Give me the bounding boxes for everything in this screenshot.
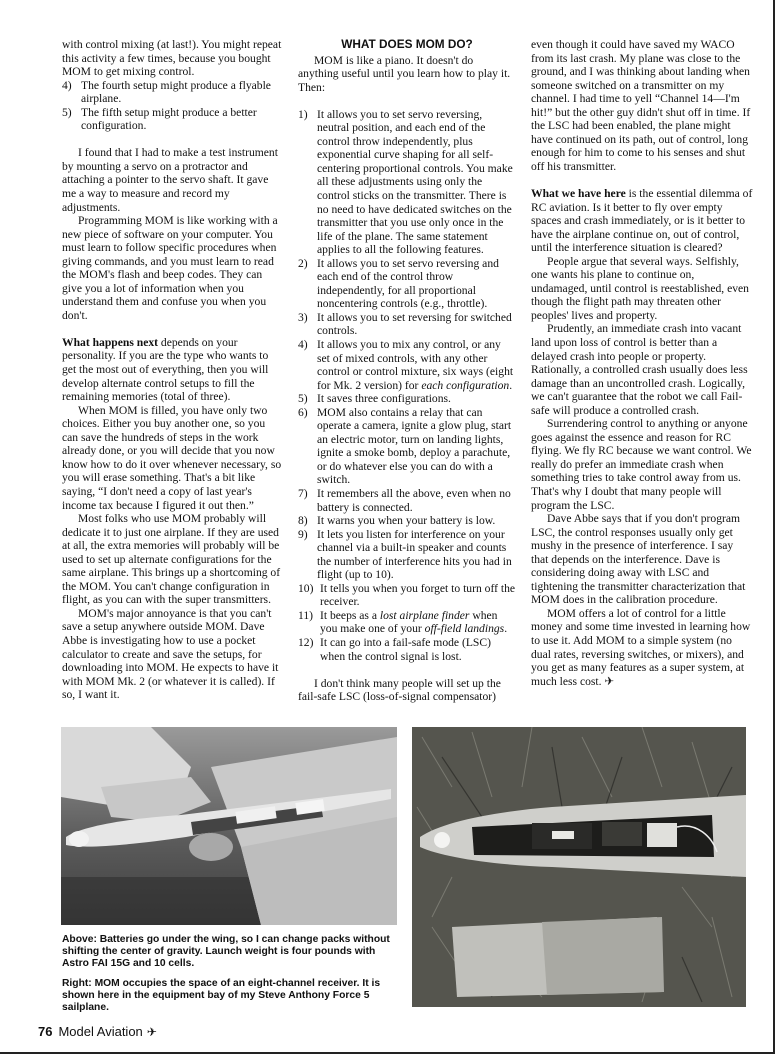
paragraph: I don't think many people will set up the fail-safe LSC (loss-of-signal compensator) [298, 676, 501, 704]
page-number: 76 [38, 1024, 53, 1039]
list-item: 3) It allows you to set reversing for switched controls. [298, 310, 512, 338]
list-item: 4) The fourth setup might produce a flyable airplane. [62, 78, 271, 106]
list-item: 2) It allows you to set servo reversing and each end of the control throw independently, for all proportional noncentering controls (e.g., throttle). [298, 256, 499, 311]
folio [38, 1024, 157, 1039]
column-1 [62, 38, 284, 702]
column-2 [298, 38, 516, 704]
paragraph: MOM is like a piano. It doesn't do anything useful until you learn how to play it. Then: [298, 53, 511, 94]
equipment-bay-illustration [412, 727, 746, 1007]
photo-caption-above: Above: Batteries go under the wing, so I can change packs without shifting the center of gravity. Launch weight is four pounds with Astro FAI 15G and 10 cells. [62, 934, 390, 970]
list-item: 5) It saves three configurations. [298, 392, 451, 406]
paragraph: Surrendering control to anything or anyone goes against the essence and reason for RC flying. We fly RC because we want control. We really do prefer an immediate crash when something tries to take control away from us. That's why I doubt that many people will program the LSC. [531, 417, 752, 512]
list-item: 1) It allows you to set servo reversing, neutral position, and each end of the control throw independently, plus exponential curve shaping for all self-centering proportional controls. You make all these adjustments using only the control sticks on the transmitter. There is no need to have dedicated switches on the transmitter that you use only once in the life of the plane. The same statement applies to all the following features. [298, 107, 513, 257]
paragraph: Most folks who use MOM probably will dedicate it to just one airplane. If they are used at all, the extra memories will probably will be used to set up alternate configurations for the same airplane. This brings up a shortcoming of the MOM. You can't change configuration in flight, as you can with the super transmitters. [62, 512, 281, 607]
paragraph: MOM offers a lot of control for a little money and some time invested in learning how to use it. Add MOM to a simple system (no dual rates, reversing switches, or mixers), and you get as many features as a super system, at much less cost. ✈ [531, 606, 751, 688]
list-item: 8) It warns you when your battery is low. [298, 514, 496, 528]
end-mark-icon: ✈ [604, 674, 615, 688]
paragraph: Programming MOM is like working with a new piece of software on your computer. You must learn to follow specific procedures when giving commands, and you must learn to read the MOM's flash and beep codes. They can give you a lot of information when you understand them and confuse you when you don't. [62, 214, 278, 322]
lead-in: What we have here [531, 186, 626, 200]
glider-wing-illustration [61, 727, 397, 925]
paragraph: Prudently, an immediate crash into vacant land upon loss of control is better than a delayed crash into people or property. Rationally, a controlled crash usually does less damage than an uncontrolled crash. Logically, we can't guarantee that the robot we call Fail-safe will produce a controlled crash. [531, 322, 748, 417]
paragraph: I found that I had to make a test instrument by mounting a servo on a protractor and attaching a pointer to the servo shaft. It gave me a way to measure and record my adjustments. [62, 146, 278, 214]
photo-caption-right: Right: MOM occupies the space of an eight-channel receiver. It is shown here in the equipment bay of my Steve Anthony Force 5 sailplane. [62, 978, 381, 1014]
list-item: 5) The fifth setup might produce a better configuration. [62, 105, 257, 133]
magazine-name: Model Aviation [58, 1024, 143, 1039]
lead-in: What happens next [62, 335, 158, 349]
photo-glider-wing [61, 727, 397, 925]
photo-equipment-bay [412, 727, 746, 1007]
paragraph: What we have here is the essential dilemma of RC aviation. Is it better to fly over empty spaces and crash immediately, or is it better to have the airplane continue on, out of control, until the interference situation is cleared? [531, 186, 753, 255]
column-3 [531, 38, 753, 688]
list-item: 4) It allows you to mix any control, or any set of mixed controls, with any other control or control mixture, six ways (eight for Mk. 2 version) for each configuration. [298, 337, 514, 392]
list-item: 11) It beeps as a lost airplane finder when you make one of your off-field landings. [298, 608, 508, 636]
paragraph: MOM's major annoyance is that you can't save a setup anywhere outside MOM. Dave Abbe is investigating how to use a pocket calculator to create and save the setups, for downloading into MOM. He expects to have it with MOM Mk. 2 (or whatever it is called). If so, I want it. [62, 606, 279, 702]
list-item: 7) It remembers all the above, even when no battery is connected. [298, 487, 511, 514]
paragraph: When MOM is filled, you have only two choices. Either you buy another one, so you can save the hundreds of steps in the work already done, or you will decide that you now know how to do it over whenever necessary, so you will erase something. That's a bit like saying, “I don't need a copy of last year's income tax because I figured it out then.” [62, 403, 282, 512]
section-heading: WHAT DOES MOM DO? [341, 37, 473, 51]
list-item: 10) It tells you when you forget to turn off the receiver. [298, 581, 516, 609]
list-item: 9) It lets you listen for interference on your channel via a built-in speaker and counts the number of interference hits you had in flight (up to 10). [298, 527, 512, 582]
list-item: 6) MOM also contains a relay that can operate a camera, ignite a glow plug, start an electric motor, turn on landing lights, ignite a smoke bomb, deploy a parachute, or do whatever else you can do with a switch. [298, 405, 512, 487]
airplane-icon: ✈ [146, 1025, 157, 1039]
paragraph: even though it could have saved my WACO from its last crash. My plane was close to the ground, and I was thinking about landing when someone switched on a transmitter on my channel. I had time to yell “Channel 14—I'm hit!” but the other guy didn't shut off in time. If the LSC had been enabled, the plane might have continued on its path, out of control, long enough for him to come to his senses and shut off his transmitter. [531, 38, 751, 173]
paragraph: Dave Abbe says that if you don't program LSC, the control responses usually only get mushy in the presence of interference. I say that depends on the interference. Dave is considering doing away with LSC and tightening the transmitter characterization that MOM does in the calibration procedure. [531, 512, 746, 607]
paragraph: with control mixing (at last!). You might repeat this activity a few times, because you bought MOM to get mixing control. [62, 38, 282, 79]
paragraph: What happens next depends on your personality. If you are the type who wants to get the most out of everything, then you will develop alternate control setups to fill the remaining memories (total of three). [62, 335, 269, 404]
paragraph: People argue that several ways. Selfishly, one wants his plane to continue on, undamaged, until control is reestablished, even though the flight path may threaten other peoples' lives and property. [531, 254, 749, 322]
list-item: 12) It can go into a fail-safe mode (LSC) when the control signal is lost. [298, 636, 491, 663]
